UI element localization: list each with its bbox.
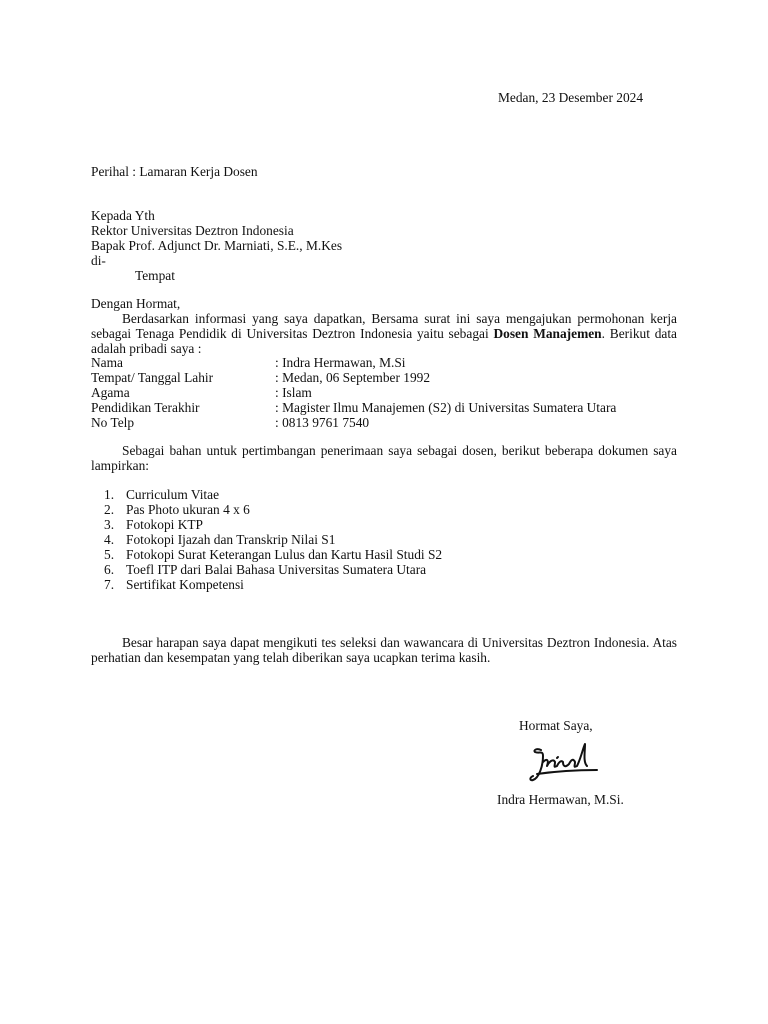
closing-salutation: Hormat Saya, xyxy=(519,718,593,733)
biodata-row xyxy=(91,385,616,400)
list-item-number: 2. xyxy=(104,502,115,517)
biodata-label: Pendidikan Terakhir xyxy=(91,400,200,415)
closing-paragraph xyxy=(91,635,677,665)
handwritten-signature xyxy=(527,736,603,786)
salutation: Dengan Hormat, xyxy=(91,296,181,311)
list-item xyxy=(104,532,442,547)
signature-graphic xyxy=(527,736,603,786)
addressee-line: Tempat xyxy=(135,268,175,283)
biodata-row xyxy=(91,400,616,415)
list-item-number: 7. xyxy=(104,577,115,592)
subject-line: Perihal : Lamaran Kerja Dosen xyxy=(91,164,258,179)
biodata-row xyxy=(91,415,616,430)
list-item xyxy=(104,562,442,577)
list-item-text: Fotokopi Ijazah dan Transkrip Nilai S1 xyxy=(126,532,336,547)
list-item-number: 4. xyxy=(104,532,115,547)
biodata-value: : Islam xyxy=(275,385,312,400)
biodata-label: Agama xyxy=(91,385,130,400)
biodata-table xyxy=(91,355,616,430)
attachments-list xyxy=(104,487,442,592)
list-item-text: Sertifikat Kompetensi xyxy=(126,577,244,592)
list-item-text: Fotokopi Surat Keterangan Lulus dan Kartu Hasil Studi S2 xyxy=(126,547,443,562)
biodata-value: : 0813 9761 7540 xyxy=(275,415,370,430)
intro-text-end: . Berikut data adalah pribadi saya : xyxy=(91,326,678,356)
biodata-label: Tempat/ Tanggal Lahir xyxy=(91,370,214,385)
biodata-value: : Medan, 06 September 1992 xyxy=(275,370,431,385)
addressee-line: Kepada Yth xyxy=(91,208,155,223)
addressee-line: di- xyxy=(91,253,106,268)
addressee-block xyxy=(91,208,342,283)
list-item-number: 3. xyxy=(104,517,115,532)
list-item xyxy=(104,577,442,592)
list-item-number: 6. xyxy=(104,562,115,577)
attachments-intro-paragraph xyxy=(91,443,677,473)
intro-bold-text: Dosen Manajemen xyxy=(493,326,602,341)
biodata-label: No Telp xyxy=(91,415,135,430)
list-item xyxy=(104,517,442,532)
biodata-row xyxy=(91,355,616,370)
biodata-label: Nama xyxy=(91,355,123,370)
biodata-value: : Magister Ilmu Manajemen (S2) di Universitas Sumatera Utara xyxy=(275,400,617,415)
signer-name: Indra Hermawan, M.Si. xyxy=(497,792,624,807)
list-item-text: Fotokopi KTP xyxy=(126,517,204,532)
biodata-row xyxy=(91,370,616,385)
list-item xyxy=(104,487,442,502)
addressee-line: Rektor Universitas Deztron Indonesia xyxy=(91,223,294,238)
list-item-number: 1. xyxy=(104,487,115,502)
list-item-text: Pas Photo ukuran 4 x 6 xyxy=(126,502,250,517)
list-item-number: 5. xyxy=(104,547,115,562)
list-item xyxy=(104,547,442,562)
intro-paragraph xyxy=(91,311,677,356)
biodata-value: : Indra Hermawan, M.Si xyxy=(275,355,406,370)
intro-text: Berdasarkan informasi yang saya dapatkan, Bersama surat ini saya mengajukan permohonan kerja sebagai Tenaga Pendidik di Universitas Deztron Indonesia yaitu sebagai xyxy=(91,311,677,341)
list-item-text: Curriculum Vitae xyxy=(126,487,220,502)
closing-paragraph-text: Besar harapan saya dapat mengikuti tes seleksi dan wawancara di Universitas Deztron Indonesia. Atas perhatian dan kesempatan yang telah diberikan saya ucapkan terima kasih. xyxy=(91,635,677,665)
attachments-intro-text: Sebagai bahan untuk pertimbangan penerimaan saya sebagai dosen, berikut beberapa dokumen saya lampirkan: xyxy=(91,443,677,473)
addressee-line: Bapak Prof. Adjunct Dr. Marniati, S.E., M.Kes xyxy=(91,238,343,253)
date-line: Medan, 23 Desember 2024 xyxy=(498,90,644,105)
list-item-text: Toefl ITP dari Balai Bahasa Universitas Sumatera Utara xyxy=(126,562,427,577)
list-item xyxy=(104,502,442,517)
